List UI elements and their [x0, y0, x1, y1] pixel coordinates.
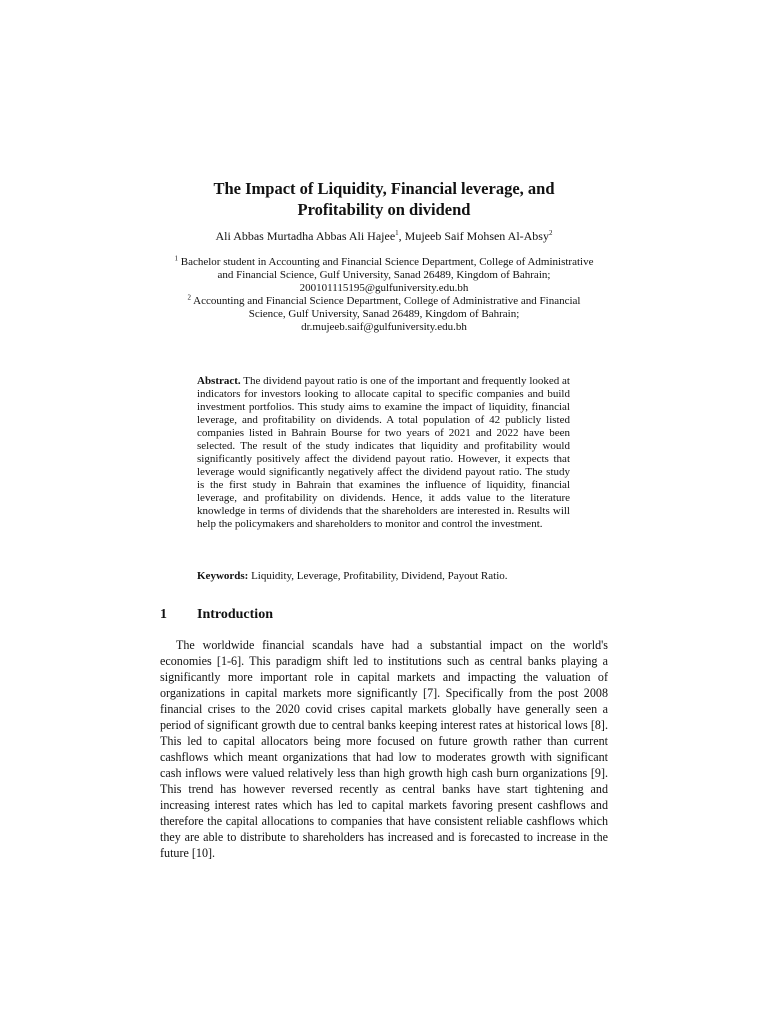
abstract — [197, 375, 570, 531]
body-paragraph: The worldwide financial scandals have had a substantial impact on the world's economies [1-6]. This paradigm shift led to institutions such as central banks playing a significantly more important role in capital markets and impacting the valuation of organizations in capital markets more significantly [7]. Specifically from the post 2008 financial crises to the 2020 covid crises capital markets globally have generally seen a period of significant growth due to central banks keeping interest rates at historical lows [8]. This led to capital allocators being more focused on future growth rather than current cashflows which meant organizations that had low to moderates growth with significant cash inflows were valued relatively less than high growth high cash burn organizations [9]. This trend has however reversed recently as central banks have start tightening and increasing interest rates which has led to capital markets favoring present cashflows and therefore the capital allocations to companies that have consistent reliable cashflows which they are able to distribute to shareholders has increased and is forecasted to increase in the future [10]. — [160, 638, 608, 860]
paper-title-line-1: The Impact of Liquidity, Financial leverage, and — [213, 179, 555, 198]
author-list — [130, 228, 638, 244]
affiliation-email: 200101115195@gulfuniversity.edu.bh — [299, 282, 469, 294]
affiliation-mark: 1 — [395, 229, 399, 237]
section-title: Introduction — [197, 607, 273, 622]
affiliation-mark: 2 — [187, 293, 191, 302]
author-separator: , — [398, 229, 405, 243]
affiliation-mark: 2 — [548, 229, 553, 237]
affiliation-line: Science, Gulf University, Sanad 26489, Kingdom of Bahrain; — [248, 308, 520, 320]
affiliation-line: and Financial Science, Gulf University, Sanad 26489, Kingdom of Bahrain; — [217, 269, 551, 281]
affiliations — [150, 256, 618, 334]
abstract-text: The dividend payout ratio is one of the important and frequently looked at indicators for investors looking to allocate capital to specific companies and build investment portfolios. This study aims to examine the impact of liquidity, financial leverage, and profitability on dividends. A total population of 42 publicly listed companies listed in Bahrain Bourse for two years of 2021 and 2022 have been selected. The result of the study indicates that liquidity and profitability would significantly positively affect the dividend payout ratio. However, it expects that leverage would significantly negatively affect the dividend payout ratio. The study is the first study in Bahrain that examines the influence of liquidity, financial leverage, and profitability on dividends. Hence, it adds value to the literature knowledge in terms of dividends that the shareholders are interested in. Results will help the policymakers and shareholders to monitor and control the investment. — [197, 375, 570, 530]
keywords-label: Keywords: — [197, 570, 249, 582]
affiliation-line: $^2$ Accounting and Financial Science Department, College of Administrative and Financial — [187, 293, 581, 307]
author-name: Mujeeb Saif Mohsen Al-Absy — [404, 229, 549, 243]
paper-title — [160, 178, 608, 220]
affiliation-line: $^1$ Bachelor student in Accounting and Financial Science Department, College of Administrative — [174, 254, 594, 268]
section-number: 1 — [160, 607, 167, 622]
abstract-label: Abstract. — [197, 375, 241, 387]
section-heading — [160, 606, 608, 624]
affiliation-mark: 1 — [174, 254, 179, 263]
keywords-text: Liquidity, Leverage, Profitability, Dividend, Payout Ratio. — [251, 570, 508, 582]
keywords — [197, 570, 570, 583]
affiliation-email: dr.mujeeb.saif@gulfuniversity.edu.bh — [301, 321, 467, 333]
paper-title-line-2: Profitability on dividend — [297, 200, 471, 219]
author-name: Ali Abbas Murtadha Abbas Ali Hajee — [215, 229, 396, 243]
